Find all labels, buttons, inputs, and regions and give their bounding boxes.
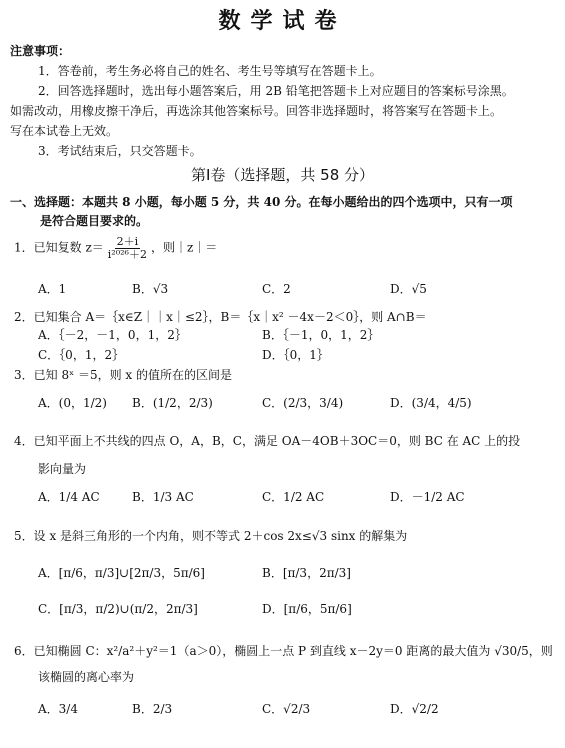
q1-option-c: C．2 xyxy=(262,282,291,296)
notice-line: 3．考试结束后，只交答题卡。 xyxy=(38,144,202,158)
q1-numerator: 2＋i xyxy=(116,235,139,248)
q1-fraction xyxy=(106,236,149,260)
page-title: 数学试卷 xyxy=(218,8,347,34)
q6-option-a: A．3/4 xyxy=(38,702,78,716)
question-4: 4．已知平面上不共线的四点 O，A，B，C，满足 OA－4OB＋3OC＝0，则 BC 在 AC 上的投 xyxy=(14,434,521,448)
notice-line: 写在本试卷上无效。 xyxy=(10,124,119,138)
notice-header: 注意事项： xyxy=(10,44,71,58)
q4-option-c: C．1/2 AC xyxy=(262,490,325,504)
question-5: 5．设 x 是斜三角形的一个内角，则不等式 2＋cos 2x≤√3 sinx 的解集为 xyxy=(14,529,408,543)
q5-option-a: A．[π/6，π/3]∪[2π/3，5π/6] xyxy=(38,566,205,580)
notice-line: 2．回答选择题时，选出每小题答案后，用 2B 铅笔把答题卡上对应题目的答案标号涂黑。 xyxy=(38,84,514,98)
q2-option-c: C．｛0，1，2｝ xyxy=(38,348,125,362)
question-6: 6．已知椭圆 C：x²/a²＋y²＝1（a＞0），椭圆上一点 P 到直线 x－2y＝0 距离的最大值为 √30/5，则 xyxy=(14,644,553,658)
q1-option-a: A．1 xyxy=(38,282,67,296)
question-3: 3．已知 8ˣ ＝5，则 x 的值所在的区间是 xyxy=(14,368,233,382)
q1-option-b: B．√3 xyxy=(132,282,169,296)
q5-option-d: D．[π/6，5π/6] xyxy=(262,602,352,616)
q1-stem-a: 1．已知复数 z＝ xyxy=(14,240,104,255)
q6-option-d: D．√2/2 xyxy=(390,702,439,716)
q1-option-d: D．√5 xyxy=(390,282,427,296)
question-1 xyxy=(14,236,217,260)
part-heading-cont: 是符合题目要求的。 xyxy=(40,214,149,228)
section-title: 第Ⅰ卷（选择题，共 58 分） xyxy=(190,166,375,184)
notice-line: 如需改动，用橡皮擦干净后，再选涂其他答案标号。回答非选择题时，将答案写在答题卡上。 xyxy=(10,104,503,118)
question-4-cont: 影向量为 xyxy=(38,462,87,476)
q4-option-d: D．－1/2 AC xyxy=(390,490,465,504)
q3-option-a: A．(0，1/2) xyxy=(38,396,107,410)
q2-option-a: A．｛－2，－1，0，1，2｝ xyxy=(38,328,187,342)
notice-line: 1．答卷前，考生务必将自己的姓名、考生号等填写在答题卡上。 xyxy=(38,64,382,78)
q1-stem-b: ，则｜z｜＝ xyxy=(150,240,218,255)
q3-option-c: C．(2/3，3/4) xyxy=(262,396,344,410)
q3-option-b: B．(1/2，2/3) xyxy=(132,396,213,410)
question-6-cont: 该椭圆的离心率为 xyxy=(38,670,135,684)
q1-denominator: i²⁰²⁶＋2 xyxy=(107,247,147,261)
q3-option-d: D．(3/4，4/5) xyxy=(390,396,472,410)
q2-option-b: B．｛－1，0，1，2｝ xyxy=(262,328,380,342)
q2-option-d: D．｛0，1｝ xyxy=(262,348,329,362)
q4-option-a: A．1/4 AC xyxy=(38,490,100,504)
q5-option-c: C．[π/3，π/2)∪(π/2，2π/3] xyxy=(38,602,198,616)
question-2: 2．已知集合 A＝｛x∈Z｜｜x｜≤2｝，B＝｛x｜x² －4x－2＜0｝，则 A∩B＝ xyxy=(14,310,427,324)
q6-option-b: B．2/3 xyxy=(132,702,173,716)
q4-option-b: B．1/3 AC xyxy=(132,490,194,504)
q6-option-c: C．√2/3 xyxy=(262,702,311,716)
part-heading: 一、选择题：本题共 8 小题，每小题 5 分，共 40 分。在每小题给出的四个选项中，只有一项 xyxy=(10,195,513,209)
q5-option-b: B．[π/3，2π/3] xyxy=(262,566,351,580)
